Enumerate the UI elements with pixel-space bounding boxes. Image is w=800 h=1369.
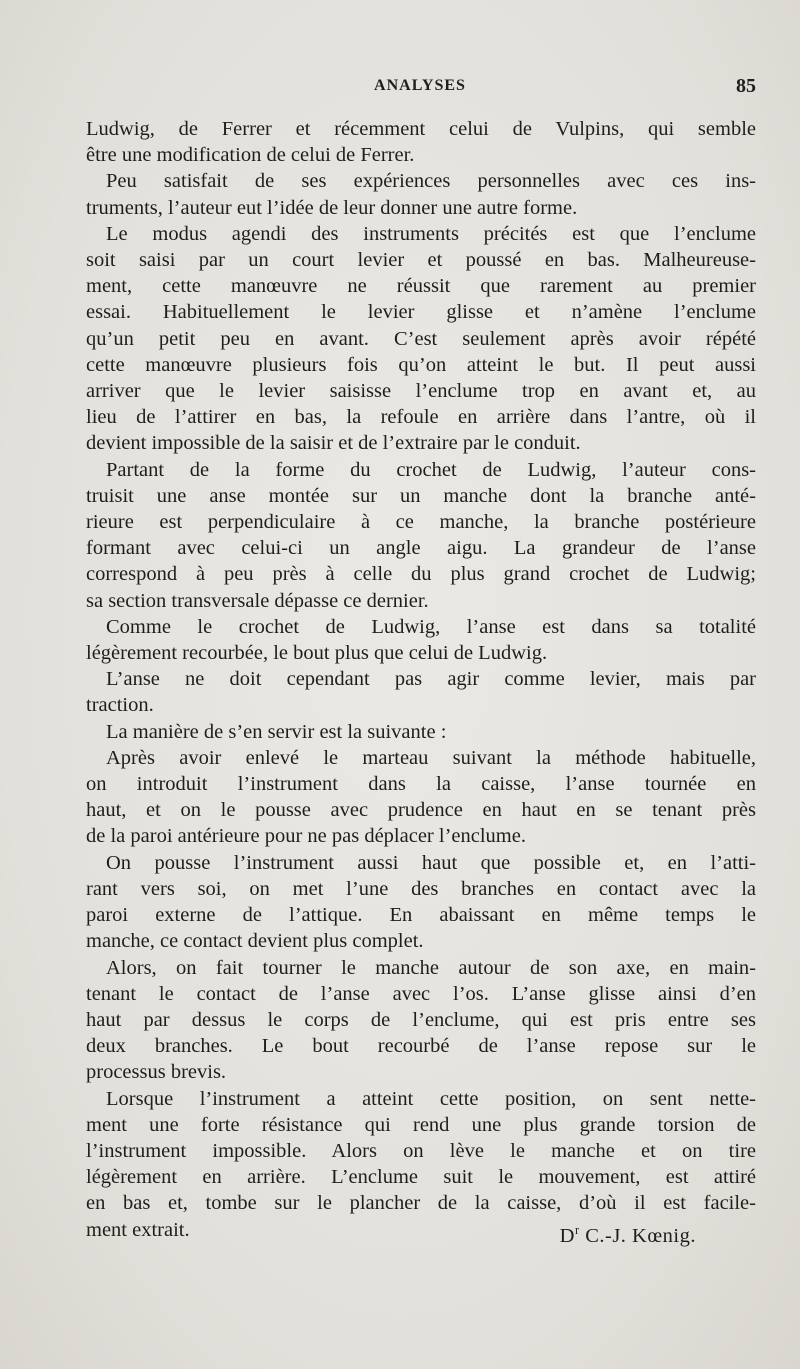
text-line: qu’un petit peu en avant. C’est seulement après avoir répété (86, 327, 756, 350)
text-line: en bas et, tombe sur le plancher de la caisse, d’où il est facile- (86, 1192, 756, 1215)
text-line: cette manœuvre plusieurs fois qu’on atteint le but. Il peut aussi (86, 353, 756, 376)
signature-title-superscript: r (574, 1222, 580, 1237)
text-line: truments, l’auteur eut l’idée de leur donner une autre forme. (86, 196, 578, 219)
text-line: Partant de la forme du crochet de Ludwig, l’auteur cons- (106, 458, 756, 481)
text-line: rieure est perpendiculaire à ce manche, la branche postérieure (86, 511, 756, 534)
text-line: de la paroi antérieure pour ne pas déplacer l’enclume. (86, 825, 526, 848)
text-line: Après avoir enlevé le marteau suivant la méthode habituelle, (106, 746, 756, 769)
text-line: haut par dessus le corps de l’enclume, qui est pris entre ses (86, 1008, 756, 1031)
text-line: deux branches. Le bout recourbé de l’anse repose sur le (86, 1035, 756, 1058)
page-header (84, 72, 756, 100)
signature-title: D (559, 1224, 575, 1247)
text-line: essai. Habituellement le levier glisse et n’amène l’enclume (86, 301, 756, 324)
text-line: Comme le crochet de Ludwig, l’anse est dans sa totalité (106, 615, 756, 638)
text-line: Le modus agendi des instruments précités est que l’enclume (106, 222, 756, 245)
text-line: paroi externe de l’attique. En abaissant en même temps le (86, 904, 756, 927)
text-line: être une modification de celui de Ferrer. (86, 144, 415, 167)
text-line: arriver que le levier saisisse l’enclume trop en avant et, au (86, 380, 756, 403)
text-line: manche, ce contact devient plus complet. (86, 930, 424, 953)
text-line: sa section transversale dépasse ce dernier. (86, 589, 429, 612)
text-line: La manière de s’en servir est la suivante : (106, 720, 447, 743)
text-line: Peu satisfait de ses expériences personnelles avec ces ins- (106, 170, 756, 193)
text-line: correspond à peu près à celle du plus grand crochet de Ludwig; (86, 563, 756, 586)
text-line: ment extrait. (86, 1218, 190, 1241)
text-line: l’instrument impossible. Alors on lève le manche et on tire (86, 1139, 756, 1162)
text-line: Ludwig, de Ferrer et récemment celui de Vulpins, qui semble (86, 118, 756, 140)
text-line: haut, et on le pousse avec prudence en haut en se tenant près (86, 799, 756, 822)
text-line: processus brevis. (86, 1061, 227, 1084)
running-head: ANALYSES (374, 77, 466, 94)
text-line: Lorsque l’instrument a atteint cette position, on sent nette- (106, 1087, 756, 1110)
text-line: L’anse ne doit cependant pas agir comme levier, mais par (106, 668, 756, 691)
text-line: tenant le contact de l’anse avec l’os. L’anse glisse ainsi d’en (86, 982, 756, 1005)
page-number: 85 (736, 75, 756, 97)
author-signature (560, 1217, 756, 1249)
text-line: formant avec celui-ci un angle aigu. La grandeur de l’anse (86, 537, 756, 560)
text-line: rant vers soi, on met l’une des branches en contact avec la (86, 877, 756, 900)
article-body (86, 116, 756, 1249)
text-line: ment une forte résistance qui rend une plus grande torsion de (86, 1113, 756, 1136)
text-line: On pousse l’instrument aussi haut que possible et, en l’atti- (106, 851, 756, 874)
text-line: Alors, on fait tourner le manche autour de son axe, en main- (106, 956, 756, 979)
text-line: lieu de l’attirer en bas, la refoule en arrière dans l’antre, où il (86, 406, 756, 429)
text-line: truisit une anse montée sur un manche dont la branche anté- (86, 484, 756, 507)
signature-name: C.-J. Kœnig. (585, 1224, 696, 1247)
text-line: ment, cette manœuvre ne réussit que rarement au premier (86, 275, 756, 298)
text-line: légèrement recourbée, le bout plus que celui de Ludwig. (86, 642, 548, 665)
text-line: devient impossible de la saisir et de l’extraire par le conduit. (86, 432, 581, 455)
text-line: légèrement en arrière. L’enclume suit le mouvement, est attiré (86, 1166, 756, 1189)
text-line: traction. (86, 694, 154, 717)
closing-line (86, 1217, 756, 1249)
text-line: on introduit l’instrument dans la caisse, l’anse tournée en (86, 773, 756, 796)
text-line: soit saisi par un court levier et poussé en bas. Malheureuse- (86, 249, 756, 272)
